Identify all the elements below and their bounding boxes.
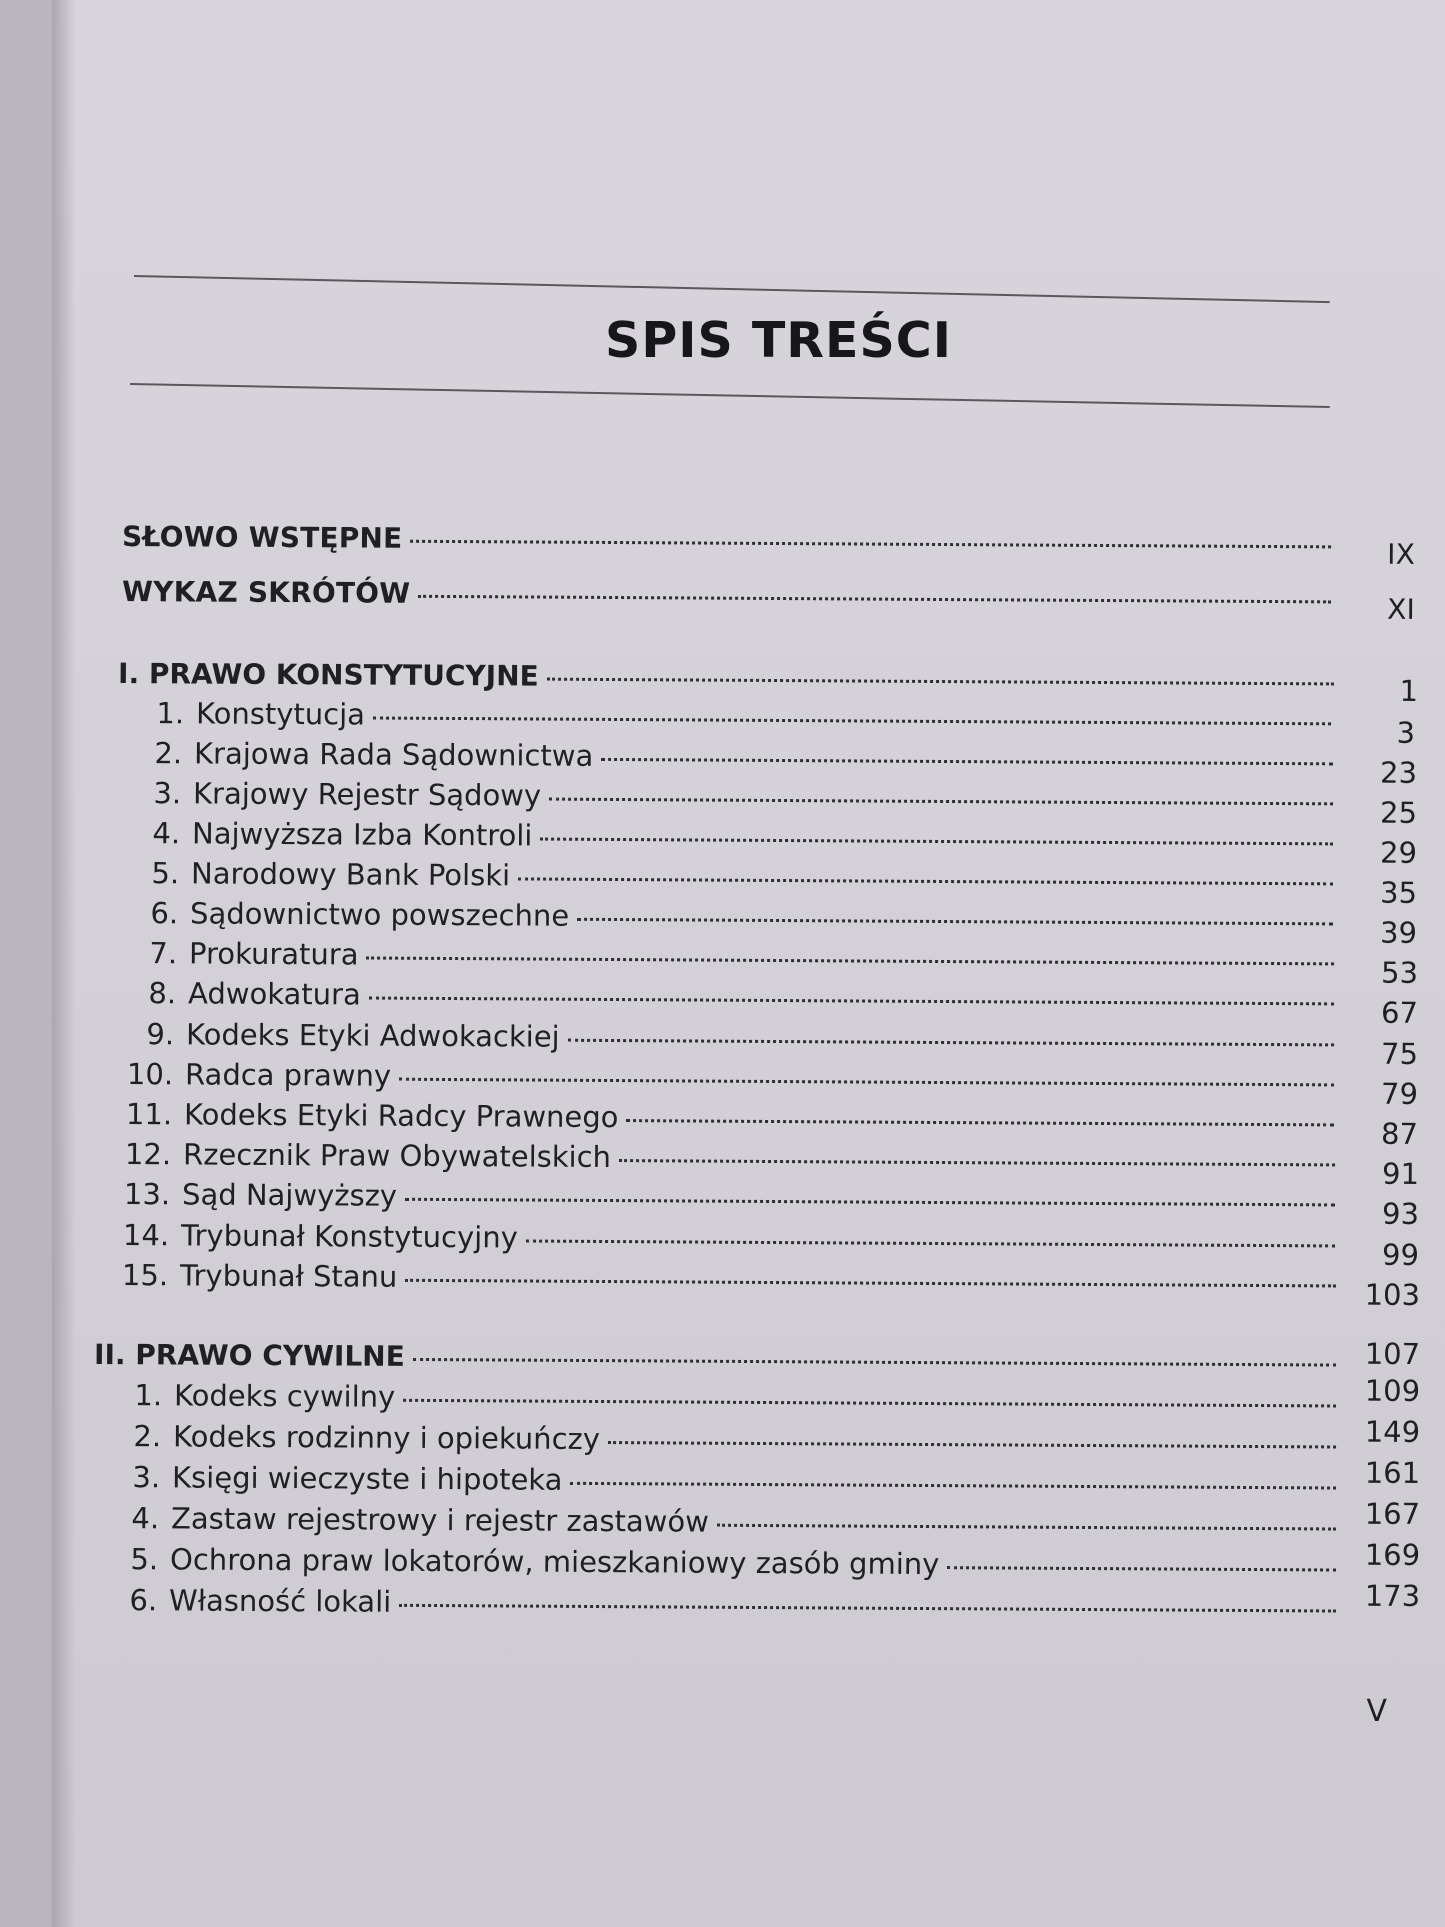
- toc-item-title: Konstytucja: [195, 696, 366, 732]
- toc-item-page: 149: [1364, 1414, 1421, 1450]
- toc-item: [120, 1017, 1419, 1071]
- toc-item-title: Zastaw rejestrowy i rejestr zastawów: [170, 1501, 710, 1539]
- toc-item-number: 13.: [123, 1177, 171, 1212]
- toc-item-title: Radca prawny: [184, 1057, 392, 1093]
- dot-leader: [405, 1279, 1336, 1288]
- toc-entry-page: 1: [1399, 673, 1419, 708]
- toc-item-number: 11.: [125, 1097, 173, 1132]
- toc-item-number: 2.: [154, 736, 183, 771]
- dot-leader: [399, 1604, 1336, 1613]
- toc-section-civil-law: [94, 1337, 1420, 1379]
- toc-item-page: 75: [1380, 1036, 1419, 1071]
- dot-leader: [518, 877, 1333, 885]
- toc-item-title: Kodeks Etyki Radcy Prawnego: [183, 1097, 619, 1135]
- toc-entry-title: SŁOWO WSTĘPNE: [122, 520, 403, 555]
- toc-item-number: 4.: [131, 1501, 160, 1536]
- toc-entry-abbreviations: [122, 575, 1416, 626]
- toc-item-title: Krajowy Rejestr Sądowy: [192, 776, 542, 813]
- toc-section-title: II. PRAWO CYWILNE: [94, 1338, 405, 1373]
- toc-item-title: Kodeks rodzinny i opiekuńczy: [172, 1419, 601, 1457]
- dot-leader: [540, 838, 1333, 846]
- dot-leader: [418, 595, 1331, 604]
- dot-leader: [601, 758, 1333, 765]
- toc-item-number: 5.: [151, 856, 180, 891]
- toc-item: [119, 1057, 1419, 1111]
- toc-section-title: I. PRAWO KONSTYTUCYJNE: [118, 657, 539, 693]
- toc-item-page: 169: [1364, 1537, 1421, 1573]
- toc-item-title: Krajowa Rada Sądownictwa: [193, 736, 594, 773]
- toc-item-title: Rzecznik Praw Obywatelskich: [182, 1137, 612, 1175]
- toc-item-page: 161: [1364, 1455, 1421, 1491]
- toc-item-title: Narodowy Bank Polski: [190, 856, 511, 893]
- toc-item-number: 3.: [153, 776, 182, 811]
- toc-item: [107, 1414, 1421, 1461]
- dot-leader: [947, 1566, 1336, 1571]
- toc-item-title: Adwokatura: [187, 976, 361, 1012]
- book-page: [52, 0, 1445, 1927]
- dot-leader: [577, 918, 1333, 926]
- toc-item-title: Ochrona praw lokatorów, mieszkaniowy zasób gminy: [169, 1542, 940, 1582]
- dot-leader: [549, 798, 1333, 806]
- toc-item-number: 8.: [148, 976, 177, 1011]
- toc-item-title: Sądownictwo powszechne: [189, 896, 570, 933]
- dot-leader: [410, 540, 1331, 549]
- toc-item-page: 79: [1380, 1076, 1419, 1111]
- toc-section-constitutional-law: [118, 656, 1419, 708]
- toc-item-number: 7.: [149, 936, 178, 971]
- toc-entry-page: 107: [1364, 1336, 1421, 1372]
- toc-item: [115, 1218, 1420, 1272]
- toc-item-page: 87: [1380, 1116, 1419, 1151]
- toc-item-page: 173: [1364, 1578, 1421, 1614]
- toc-item: [127, 776, 1418, 830]
- toc-item-number: 2.: [133, 1419, 162, 1454]
- toc-item-page: 25: [1379, 795, 1418, 830]
- toc-item-page: 99: [1381, 1237, 1420, 1272]
- toc-item-page: 53: [1380, 955, 1419, 990]
- toc-item-page: 3: [1396, 715, 1416, 750]
- toc-item-title: Kodeks Etyki Adwokackiej: [185, 1017, 560, 1054]
- toc-item-title: Własność lokali: [168, 1583, 392, 1619]
- dot-leader: [619, 1159, 1335, 1166]
- toc-item-number: 12.: [124, 1137, 172, 1172]
- toc-item: [124, 896, 1418, 950]
- dot-leader: [547, 678, 1334, 686]
- toc-item-page: 109: [1364, 1373, 1421, 1409]
- toc-item-page: 29: [1379, 835, 1418, 870]
- toc-item-title: Najwyższa Izba Kontroli: [191, 816, 533, 853]
- toc-item: [130, 696, 1416, 750]
- toc-item: [104, 1537, 1421, 1584]
- toc-item-number: 14.: [122, 1218, 170, 1253]
- dot-leader: [373, 716, 1331, 725]
- toc-item: [105, 1496, 1421, 1543]
- toc-item-page: 167: [1364, 1496, 1421, 1532]
- toc-item-number: 9.: [146, 1017, 175, 1052]
- toc-item-number: 4.: [152, 816, 181, 851]
- toc-item-page: 103: [1364, 1277, 1421, 1312]
- toc-item-title: Trybunał Stanu: [179, 1258, 398, 1294]
- toc-item-title: Prokuratura: [188, 936, 359, 972]
- toc-entry-preface: [122, 520, 1416, 571]
- dot-leader: [717, 1524, 1336, 1531]
- toc-item-number: 1.: [156, 696, 185, 731]
- dot-leader: [399, 1078, 1334, 1087]
- toc-entry-page: IX: [1387, 537, 1416, 571]
- toc-item-page: 67: [1380, 995, 1419, 1030]
- dot-leader: [608, 1441, 1336, 1448]
- toc-item-page: 93: [1381, 1196, 1420, 1231]
- toc-item: [103, 1578, 1421, 1625]
- dot-leader: [526, 1240, 1335, 1248]
- toc-item: [122, 976, 1419, 1030]
- toc-item: [114, 1258, 1421, 1312]
- toc-item-number: 6.: [129, 1583, 158, 1618]
- page-number: V: [1366, 1694, 1387, 1729]
- toc-item: [125, 856, 1418, 910]
- toc-item: [108, 1373, 1421, 1420]
- toc-item: [116, 1177, 1420, 1231]
- toc-item-number: 1.: [134, 1378, 163, 1413]
- toc-item: [123, 936, 1419, 990]
- toc-entry-title: WYKAZ SKRÓTÓW: [122, 575, 411, 610]
- page-title: SPIS TREŚCI: [605, 312, 952, 369]
- toc-item-page: 23: [1379, 755, 1418, 790]
- toc-item-number: 3.: [132, 1460, 161, 1495]
- table-of-contents: [52, 0, 1445, 1927]
- dot-leader: [626, 1119, 1334, 1126]
- toc-item-title: Sąd Najwyższy: [181, 1177, 398, 1213]
- toc-item: [117, 1137, 1420, 1191]
- toc-item: [106, 1455, 1421, 1502]
- toc-item: [128, 736, 1418, 790]
- dot-leader: [403, 1399, 1336, 1408]
- toc-item-number: 15.: [121, 1258, 169, 1293]
- toc-item: [126, 816, 1418, 870]
- dot-leader: [369, 997, 1334, 1006]
- toc-item: [118, 1097, 1419, 1151]
- dot-leader: [568, 1039, 1334, 1047]
- dot-leader: [367, 956, 1335, 965]
- toc-item-title: Kodeks cywilny: [173, 1378, 396, 1414]
- dot-leader: [413, 1358, 1336, 1367]
- toc-item-title: Księgi wieczyste i hipoteka: [171, 1460, 563, 1497]
- toc-item-number: 5.: [130, 1542, 159, 1577]
- dot-leader: [570, 1482, 1336, 1490]
- dot-leader: [405, 1198, 1335, 1207]
- toc-item-number: 6.: [150, 896, 179, 931]
- toc-entry-page: XI: [1387, 592, 1416, 626]
- toc-item-title: Trybunał Konstytucyjny: [180, 1218, 518, 1255]
- toc-item-page: 35: [1379, 875, 1418, 910]
- toc-item-page: 91: [1381, 1156, 1420, 1191]
- toc-item-number: 10.: [126, 1057, 174, 1092]
- toc-item-page: 39: [1379, 915, 1418, 950]
